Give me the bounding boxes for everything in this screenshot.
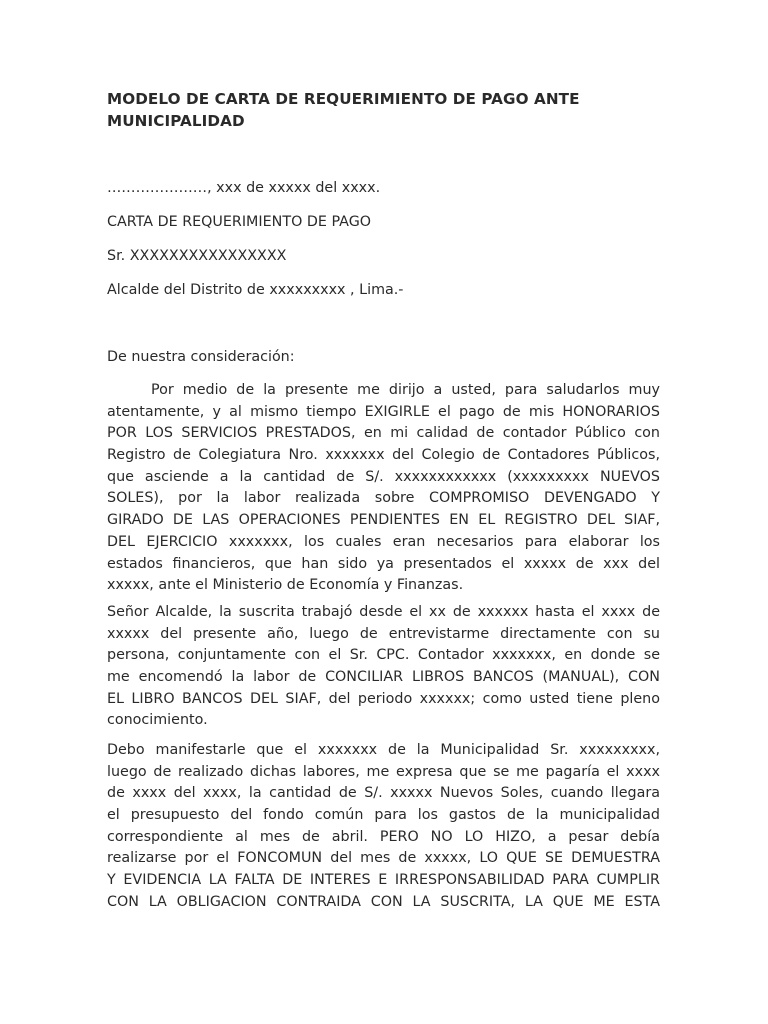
paragraph-line: luego de realizado dichas labores, me expresa que se me pagaría el xxxx bbox=[107, 763, 660, 780]
paragraph-line: estados financieros, que han sido ya presentados el xxxxx de xxx del bbox=[107, 555, 660, 572]
paragraph-line: DEL EJERCICIO xxxxxxx, los cuales eran necesarios para elaborar los bbox=[107, 533, 660, 550]
paragraph-line: conocimiento. bbox=[107, 712, 208, 729]
title-line: MODELO DE CARTA DE REQUERIMIENTO DE PAGO ANTE bbox=[107, 90, 580, 108]
paragraph-line: atentamente, y al mismo tiempo EXIGIRLE el pago de mis HONORARIOS bbox=[107, 403, 660, 420]
title-line: MUNICIPALIDAD bbox=[107, 111, 245, 130]
paragraph-line: persona, conjuntamente con el Sr. CPC. Contador xxxxxxx, en donde se bbox=[107, 647, 660, 664]
body-paragraph-2 bbox=[107, 602, 660, 732]
paragraph-line: me encomendó la labor de CONCILIAR LIBROS BANCOS (MANUAL), CON bbox=[107, 669, 660, 686]
body-paragraph-1 bbox=[107, 380, 660, 597]
paragraph-line: Por medio de la presente me dirijo a usted, para saludarlos muy bbox=[151, 382, 660, 398]
paragraph-line: GIRADO DE LAS OPERACIONES PENDIENTES EN EL REGISTRO DEL SIAF, bbox=[107, 512, 660, 529]
paragraph-line: Registro de Colegiatura Nro. xxxxxxx del Colegio de Contadores Públicos, bbox=[107, 447, 660, 464]
salutation: De nuestra consideración: bbox=[107, 349, 295, 365]
date-line: …………………, xxx de xxxxx del xxxx. bbox=[107, 180, 381, 196]
paragraph-line: que asciende a la cantidad de S/. xxxxxxxxxxxx (xxxxxxxxx NUEVOS bbox=[107, 468, 660, 485]
paragraph-line: POR LOS SERVICIOS PRESTADOS, en mi calidad de contador Público con bbox=[107, 425, 660, 442]
body-paragraph-3 bbox=[107, 740, 660, 914]
paragraph-line: EL LIBRO BANCOS DEL SIAF, del periodo xxxxxx; como usted tiene pleno bbox=[107, 690, 660, 707]
paragraph-line: el presupuesto del fondo común para los gastos de la municipalidad bbox=[107, 807, 660, 824]
paragraph-line: SOLES), por la labor realizada sobre COMPROMISO DEVENGADO Y bbox=[107, 490, 660, 507]
recipient-title: Alcalde del Distrito de xxxxxxxxx , Lima.- bbox=[107, 282, 404, 298]
paragraph-line: xxxxx del presente año, luego de entrevistarme directamente con su bbox=[107, 625, 660, 642]
paragraph-line: Señor Alcalde, la suscrita trabajó desde el xx de xxxxxx hasta el xxxx de bbox=[107, 604, 660, 620]
paragraph-line: de xxxx del xxxx, la cantidad de S/. xxxxx Nuevos Soles, cuando llegara bbox=[107, 785, 660, 802]
document-title bbox=[107, 89, 667, 132]
letter-subject: CARTA DE REQUERIMIENTO DE PAGO bbox=[107, 214, 372, 230]
paragraph-line: correspondiente al mes de abril. PERO NO LO HIZO, a pesar debía bbox=[107, 828, 660, 845]
paragraph-line: CON LA OBLIGACION CONTRAIDA CON LA SUSCRITA, LA QUE ME ESTA bbox=[107, 893, 660, 910]
recipient-name: Sr. XXXXXXXXXXXXXXXX bbox=[107, 248, 287, 264]
paragraph-line: Y EVIDENCIA LA FALTA DE INTERES E IRRESPONSABILIDAD PARA CUMPLIR bbox=[107, 872, 660, 889]
paragraph-line: Debo manifestarle que el xxxxxxx de la Municipalidad Sr. xxxxxxxxx, bbox=[107, 742, 660, 758]
paragraph-line: xxxxx, ante el Ministerio de Economía y Finanzas. bbox=[107, 577, 464, 594]
paragraph-line: realizarse por el FONCOMUN del mes de xxxxx, LO QUE SE DEMUESTRA bbox=[107, 850, 660, 867]
